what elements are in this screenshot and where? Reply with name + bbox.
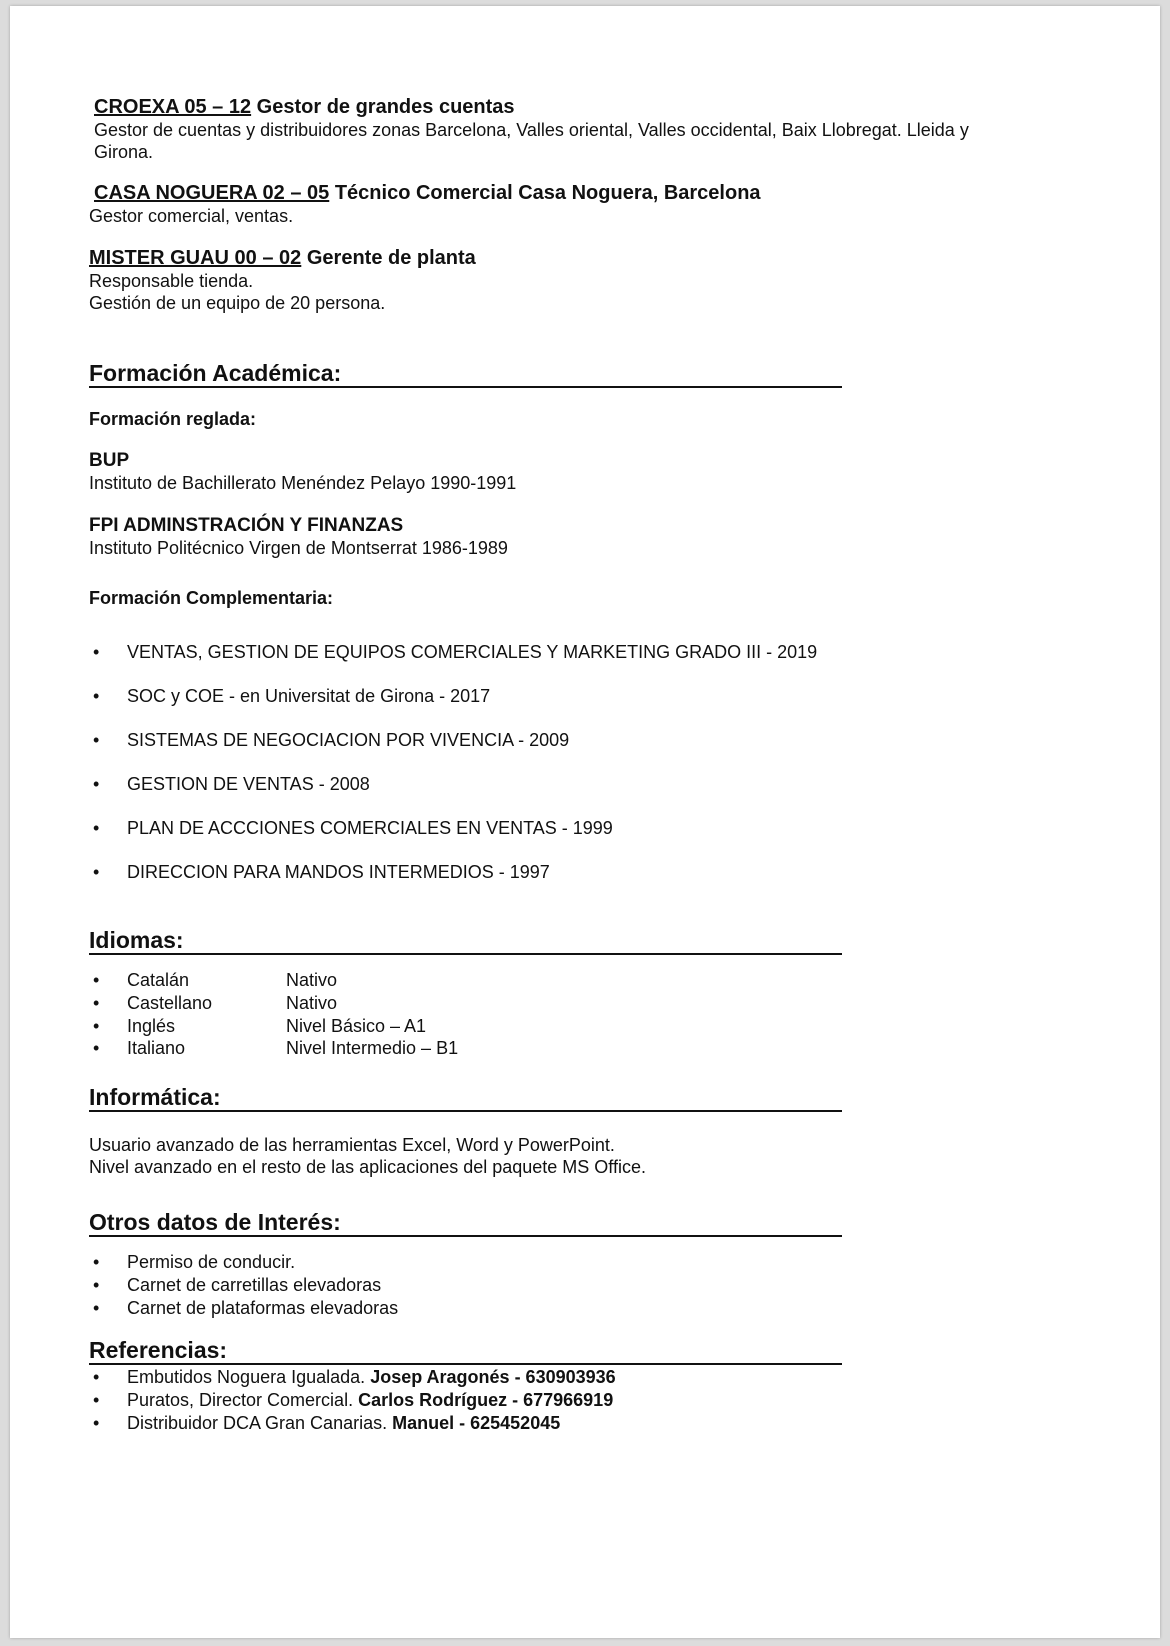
job-description-line: Gestión de un equipo de 20 persona. — [89, 293, 386, 313]
job-title: Gestor de grandes cuentas — [256, 96, 515, 118]
job-company-dates: CROEXA 05 – 12 — [94, 96, 252, 118]
bullet-icon — [93, 1015, 127, 1037]
bullet-icon — [93, 1412, 127, 1434]
list-item: •GESTION DE VENTAS - 2008 — [93, 773, 370, 795]
job-heading — [89, 247, 476, 270]
computing-line: Usuario avanzado de las herramientas Excel, Word y PowerPoint. — [89, 1135, 615, 1155]
degree-name: FPI ADMINSTRACIÓN Y FINANZAS — [89, 515, 404, 536]
list-item: •SOC y COE - en Universitat de Girona - 2017 — [93, 685, 490, 707]
section-heading-other: Otros datos de Interés: — [89, 1209, 842, 1237]
job-title: Técnico Comercial Casa Noguera, Barcelona — [334, 182, 761, 204]
bullet-icon — [93, 729, 127, 751]
bullet-icon — [93, 817, 127, 839]
list-item: •Catalán Nativo — [93, 969, 337, 991]
bullet-icon — [93, 1037, 127, 1059]
bullet-icon — [93, 1297, 127, 1319]
job-description-line: Gestor comercial, ventas. — [89, 206, 294, 226]
list-item: •Carnet de carretillas elevadoras — [93, 1274, 381, 1296]
bullet-icon — [93, 685, 127, 707]
bullet-icon — [93, 773, 127, 795]
list-item: •VENTAS, GESTION DE EQUIPOS COMERCIALES Y MARKETING GRADO III - 2019 — [93, 641, 817, 663]
job-title: Gerente de planta — [306, 247, 476, 269]
section-heading-references: Referencias: — [89, 1337, 842, 1365]
job-description-line: Responsable tienda. — [89, 271, 254, 291]
bullet-icon — [93, 1366, 127, 1388]
degree-detail: Instituto de Bachillerato Menéndez Pelayo 1990-1991 — [89, 473, 517, 493]
section-heading-languages: Idiomas: — [89, 927, 842, 955]
degree-name: BUP — [89, 450, 130, 471]
list-item: •Castellano Nativo — [93, 992, 337, 1014]
job-company-dates: CASA NOGUERA 02 – 05 — [94, 182, 330, 204]
degree-detail: Instituto Politécnico Virgen de Montserrat 1986-1989 — [89, 538, 508, 558]
bullet-icon — [93, 641, 127, 663]
document-page — [10, 6, 1160, 1638]
list-item: •Italiano Nivel Intermedio – B1 — [93, 1037, 458, 1059]
bullet-icon — [93, 1274, 127, 1296]
bullet-icon — [93, 992, 127, 1014]
list-item: •SISTEMAS DE NEGOCIACION POR VIVENCIA - 2009 — [93, 729, 569, 751]
section-heading-academic: Formación Académica: — [89, 360, 842, 388]
bullet-icon — [93, 1389, 127, 1411]
complementary-training-heading: Formación Complementaria: — [89, 588, 334, 608]
list-item: •DIRECCION PARA MANDOS INTERMEDIOS - 1997 — [93, 861, 550, 883]
section-heading-computing: Informática: — [89, 1084, 842, 1112]
job-heading — [94, 182, 761, 205]
job-description-line: Gestor de cuentas y distribuidores zonas Barcelona, Valles oriental, Valles occidental, Baix Llobregat. Lleida y — [94, 120, 969, 140]
job-description-line: Girona. — [94, 142, 154, 162]
list-item: •Distribuidor DCA Gran Canarias. Manuel - 625452045 — [93, 1412, 560, 1434]
list-item: •Embutidos Noguera Igualada. Josep Aragonés - 630903936 — [93, 1366, 616, 1388]
regulated-training-heading: Formación reglada: — [89, 409, 257, 429]
bullet-icon — [93, 861, 127, 883]
list-item: •Puratos, Director Comercial. Carlos Rodríguez - 677966919 — [93, 1389, 613, 1411]
list-item: •Permiso de conducir. — [93, 1251, 295, 1273]
bullet-icon — [93, 969, 127, 991]
list-item: •Carnet de plataformas elevadoras — [93, 1297, 398, 1319]
computing-line: Nivel avanzado en el resto de las aplicaciones del paquete MS Office. — [89, 1157, 646, 1177]
job-company-dates: MISTER GUAU 00 – 02 — [89, 247, 302, 269]
bullet-icon — [93, 1251, 127, 1273]
list-item: •Inglés Nivel Básico – A1 — [93, 1015, 426, 1037]
list-item: •PLAN DE ACCCIONES COMERCIALES EN VENTAS - 1999 — [93, 817, 613, 839]
job-heading — [94, 96, 515, 119]
